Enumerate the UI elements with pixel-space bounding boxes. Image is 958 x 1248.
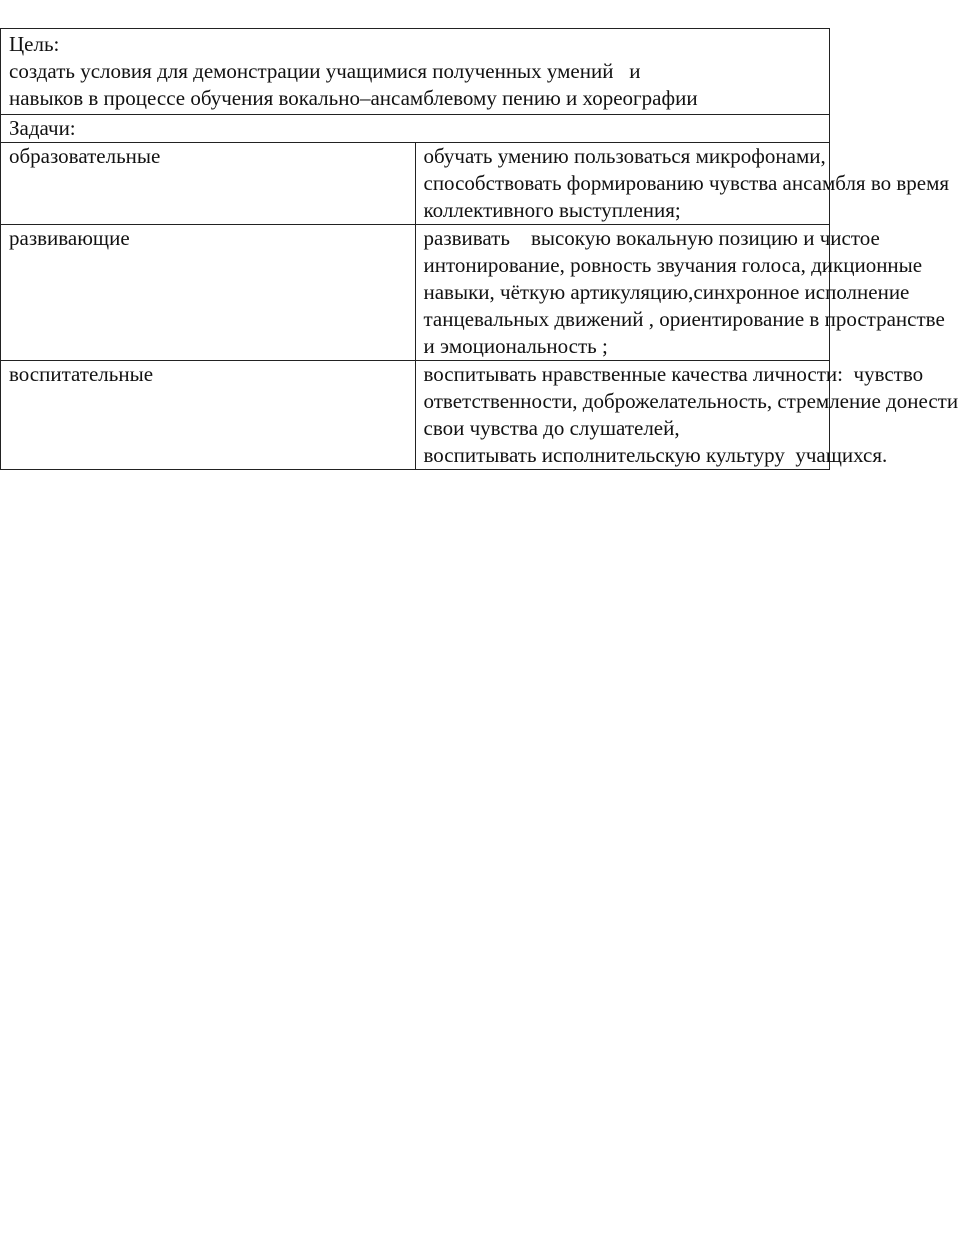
goal-text-line-1: создать условия для демонстрации учащимися полученных умений и [9, 59, 641, 83]
task-category-developmental: развивающие [9, 226, 130, 250]
task-line: свои чувства до слушателей, [423, 416, 680, 440]
table-row [1, 225, 830, 361]
task-line: интонирование, ровность звучания голоса, дикционные [423, 253, 923, 277]
goal-cell [1, 29, 830, 115]
tasks-label-cell [1, 115, 830, 143]
task-line: развивать высокую вокальную позицию и чистое [423, 226, 880, 250]
task-line: ответственности, доброжелательность, стремление донести [423, 389, 958, 413]
task-description-cell [415, 143, 950, 225]
task-line: и эмоциональность ; [423, 334, 608, 358]
task-category-cell [1, 225, 416, 361]
task-line: танцевальных движений , ориентирование в пространстве [423, 307, 945, 331]
goal-text-line-2: навыков в процессе обучения вокально–ансамблевому пению и хореографии [9, 86, 698, 110]
goal-row [1, 29, 830, 115]
goal-label: Цель: [9, 32, 60, 56]
task-description-cell [415, 361, 958, 470]
tasks-header-row [1, 115, 830, 143]
task-line: воспитывать исполнительскую культуру учащихся. [423, 443, 888, 467]
task-category-upbringing: воспитательные [9, 362, 154, 386]
task-line: способствовать формированию чувства ансамбля во время [423, 171, 950, 195]
task-line: воспитывать нравственные качества личности: чувство [423, 362, 924, 386]
task-line: навыки, чёткую артикуляцию,синхронное исполнение [423, 280, 910, 304]
table-row [1, 361, 830, 470]
task-category-cell [1, 143, 416, 225]
task-line: обучать умению пользоваться микрофонами, [423, 144, 826, 168]
table-row [1, 143, 830, 225]
task-category-educational: образовательные [9, 144, 161, 168]
task-description-cell [415, 225, 945, 361]
task-category-cell [1, 361, 416, 470]
goals-table [0, 28, 958, 470]
task-line: коллективного выступления; [423, 198, 681, 222]
tasks-label: Задачи: [9, 116, 76, 140]
